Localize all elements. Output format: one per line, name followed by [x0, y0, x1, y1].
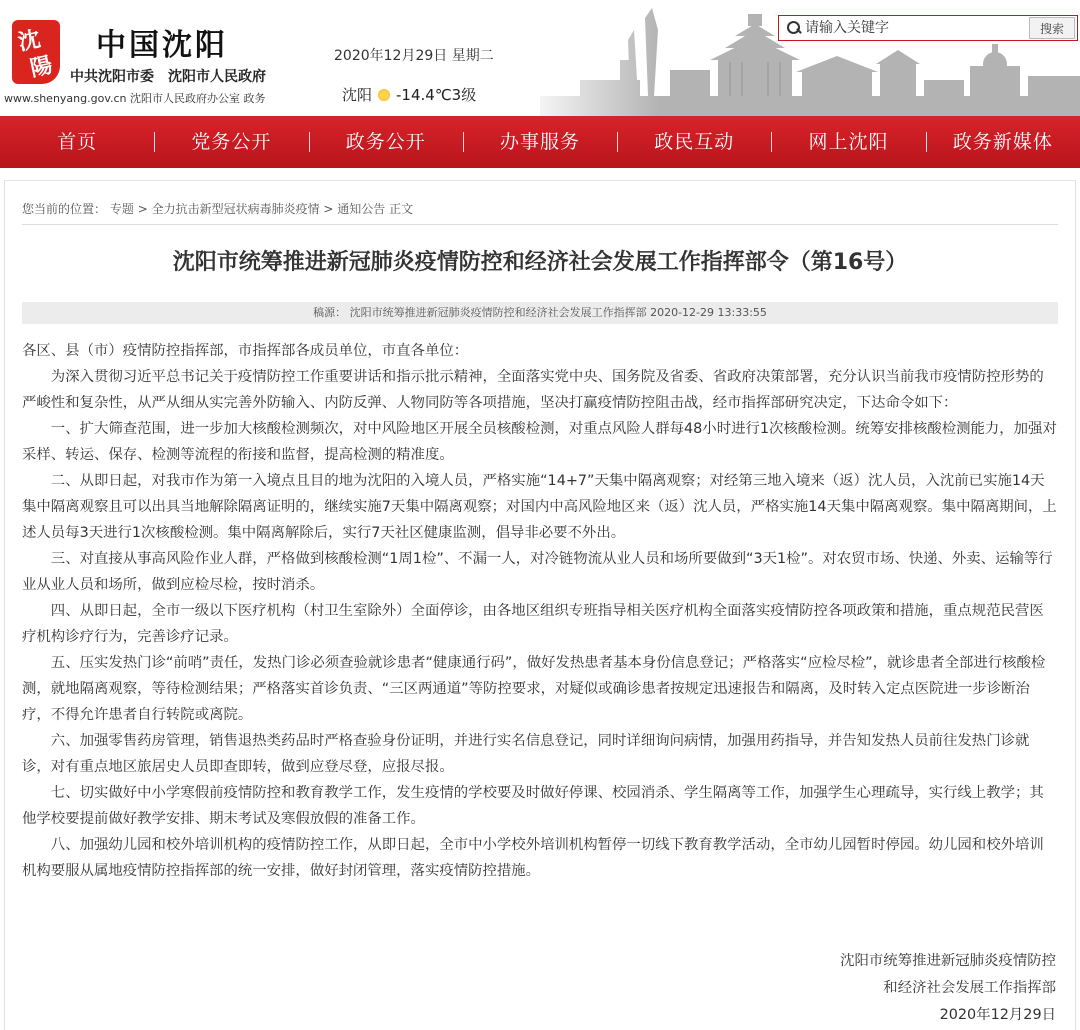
site-subtitle: 中共沈阳市委 沈阳市人民政府 [70, 69, 266, 85]
breadcrumb-separator: > [323, 202, 338, 216]
nav-item-government-affairs[interactable]: 政务公开 [309, 116, 463, 168]
search-input[interactable] [805, 17, 1029, 39]
search-box [778, 15, 1078, 41]
nav-item-online-shenyang[interactable]: 网上沈阳 [771, 116, 925, 168]
breadcrumb-label: 您当前的位置： [22, 202, 107, 216]
main-nav [0, 116, 1080, 168]
weather-temperature: -14.4℃3级 [396, 86, 477, 104]
nav-item-home[interactable]: 首页 [57, 131, 98, 153]
article-salutation: 各区、县（市）疫情防控指挥部，市指挥部各成员单位，市直各单位： [22, 343, 469, 359]
nav-item-new-media[interactable]: 政务新媒体 [926, 116, 1080, 168]
breadcrumb-item-notices[interactable]: 通知公告 [337, 202, 386, 216]
article-paragraph: 四、从即日起，全市一级以下医疗机构（村卫生室除外）全面停诊，由各地区组织专班指导相关医疗机构全面落实疫情防控各项政策和措施，重点规范民营医疗机构诊疗行为，完善诊疗记录。 [22, 603, 1044, 645]
article-signature [840, 948, 1056, 1029]
breadcrumb-item-covid[interactable]: 全力抗击新型冠状病毒肺炎疫情 [151, 202, 320, 216]
article-paragraph: 五、压实发热门诊“前哨”责任，发热门诊必须查验就诊患者“健康通行码”，做好发热患者基本身份信息登记；严格落实“应检尽检”，就诊患者全部进行核酸检测，就地隔离观察，等待检测结果；严格落实首诊负责、“三区两通道”等防控要求，对疑似或确诊患者按规定迅速报告和隔离，及时转入定点医院进一步诊断治疗，不得允许患者自行转院或离院。 [22, 655, 1046, 723]
sun-icon [378, 89, 390, 101]
breadcrumb-item-topic[interactable]: 专题 [109, 202, 134, 216]
city-logo-seal[interactable] [12, 20, 60, 84]
article-body [22, 338, 1058, 884]
site-domain: www.shenyang.gov.cn 沈阳市人民政府办公室 政务 [4, 92, 266, 105]
article-paragraph: 二、从即日起，对我市作为第一入境点且目的地为沈阳的入境人员，严格实施“14+7”天集中隔离观察；对经第三地入境来（返）沈人员，入沈前已实施14天集中隔离观察且可以出具当地解除隔离证明的，继续实施7天集中隔离观察；对国内中高风险地区来（返）沈人员，严格实施14天集中隔离观察。集中隔离期间，上述人员每3天进行1次核酸检测。集中隔离解除后，实行7天社区健康监测，倡导非必要不外出。 [22, 473, 1057, 541]
article-paragraph: 七、切实做好中小学寒假前疫情防控和教育教学工作，发生疫情的学校要及时做好停课、校园消杀、学生隔离等工作，加强学生心理疏导，实行线上教学；其他学校要提前做好教学安排、期末考试及寒假放假的准备工作。 [22, 785, 1044, 827]
nav-item-interaction[interactable]: 政民互动 [617, 116, 771, 168]
logo-char-1: 沈 [15, 25, 43, 56]
logo-char-2: 陽 [27, 51, 55, 82]
article-source: 稿源： 沈阳市统筹推进新冠肺炎疫情防控和经济社会发展工作指挥部 2020-12-29 13:33:55 [22, 302, 1058, 324]
article-paragraph: 为深入贯彻习近平总书记关于疫情防控工作重要讲话和指示批示精神，全面落实党中央、国务院及省委、省政府决策部署，充分认识当前我市疫情防控形势的严峻性和复杂性，从严从细从实完善外防输入、内防反弹、人物同防等各项措施，坚决打赢疫情防控阻击战，经市指挥部研究决定，下达命令如下： [22, 369, 1044, 411]
weather-city: 沈阳 [342, 86, 373, 104]
article-paragraph: 一、扩大筛查范围，进一步加大核酸检测频次，对中风险地区开展全员核酸检测，对重点风险人群每48小时进行1次核酸检测。统筹安排核酸检测能力，加强对采样、转运、保存、检测等流程的衔接和监督，提高检测的精准度。 [22, 421, 1057, 463]
article-paragraph: 八、加强幼儿园和校外培训机构的疫情防控工作，从即日起，全市中小学校外培训机构暂停一切线下教育教学活动，全市幼儿园暂时停园。幼儿园和校外培训机构要服从属地疫情防控指挥部的统一安排，做好封闭管理，落实疫情防控措施。 [22, 837, 1044, 879]
article-paragraph: 三、对直接从事高风险作业人群，严格做到核酸检测“1周1检”、不漏一人，对冷链物流从业人员和场所要做到“3天1检”。对农贸市场、快递、外卖、运输等行业从业人员和场所，做到应检尽检，按时消杀。 [22, 551, 1053, 593]
search-button[interactable]: 搜索 [1029, 17, 1075, 39]
breadcrumb-divider [22, 224, 1058, 225]
weather-widget [342, 84, 476, 105]
site-header [0, 0, 1080, 116]
search-icon [779, 16, 805, 40]
breadcrumb-current: 正文 [389, 202, 414, 216]
article-title: 沈阳市统筹推进新冠肺炎疫情防控和经济社会发展工作指挥部令（第16号） [172, 250, 908, 275]
signature-date: 2020年12月29日 [939, 1007, 1056, 1023]
nav-item-party-affairs[interactable]: 党务公开 [154, 116, 308, 168]
article-paragraph: 六、加强零售药房管理，销售退热类药品时严格查验身份证明，并进行实名信息登记，同时详细询问病情，加强用药指导，并告知发热人员前往发热门诊就诊，对有重点地区旅居史人员即查即转，做到应登尽登，应报尽报。 [22, 733, 1030, 775]
breadcrumb-separator: > [137, 202, 152, 216]
breadcrumb [22, 200, 413, 217]
site-title[interactable]: 中国沈阳 [96, 28, 228, 63]
signature-line-2: 和经济社会发展工作指挥部 [883, 980, 1056, 996]
nav-item-services[interactable]: 办事服务 [463, 116, 617, 168]
signature-line-1: 沈阳市统筹推进新冠肺炎疫情防控 [840, 953, 1056, 969]
current-date: 2020年12月29日 星期二 [334, 48, 494, 64]
